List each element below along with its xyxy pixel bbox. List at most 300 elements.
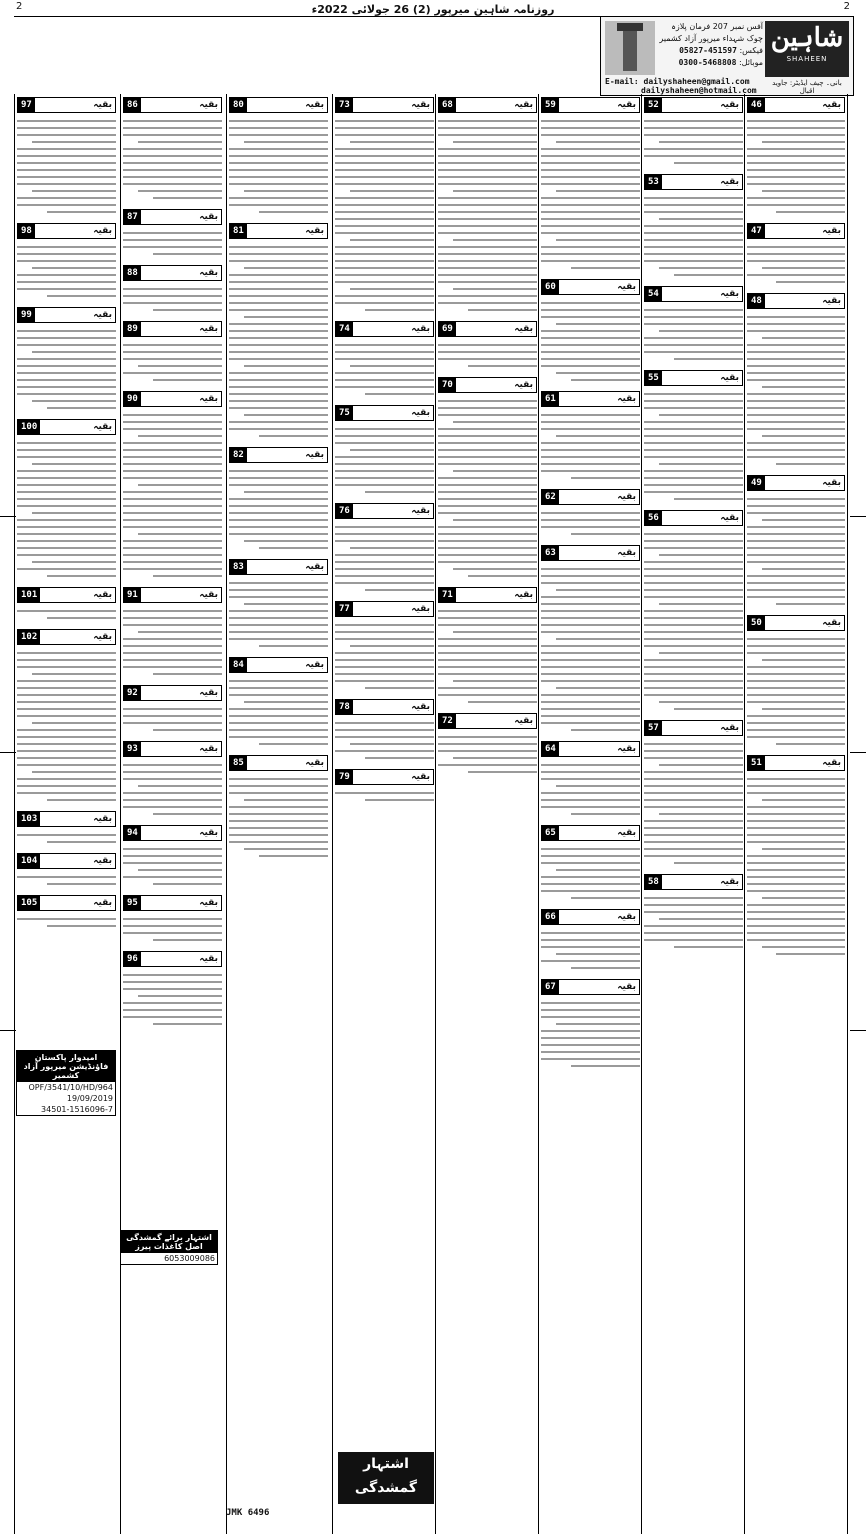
mobile-number: 0300-5468808 — [678, 58, 737, 67]
office-address: آفس نمبر 207 فرمان پلازہ چوک شہداء میرپور آزاد کشمیر — [659, 22, 763, 43]
story-header — [123, 209, 222, 225]
continued-story — [17, 853, 116, 892]
story-text — [644, 890, 743, 955]
story-text — [17, 827, 116, 850]
story-text — [123, 407, 222, 584]
story-text — [644, 526, 743, 717]
story-number: 60 — [542, 280, 559, 294]
story-label: بقیہ — [199, 268, 218, 278]
story-number: 48 — [748, 294, 765, 308]
story-header — [541, 391, 640, 407]
story-label: بقیہ — [720, 513, 739, 523]
story-header — [644, 510, 743, 526]
story-number: 56 — [645, 511, 662, 525]
story-label: بقیہ — [93, 856, 112, 866]
story-header — [17, 587, 116, 603]
story-label: بقیہ — [617, 100, 636, 110]
lost-ad-title: اشتہار گمشدگی — [354, 1456, 418, 1496]
story-number: 95 — [124, 896, 141, 910]
story-text — [123, 603, 222, 682]
continued-story — [438, 97, 537, 318]
story-number: 86 — [124, 98, 141, 112]
continued-story — [747, 223, 845, 290]
masthead — [600, 16, 854, 96]
story-header — [335, 97, 434, 113]
story-text — [644, 386, 743, 507]
story-text — [123, 841, 222, 892]
story-header — [123, 391, 222, 407]
story-text — [747, 631, 845, 752]
story-number: 79 — [336, 770, 353, 784]
story-header — [747, 223, 845, 239]
continued-story — [123, 209, 222, 262]
story-header — [747, 615, 845, 631]
story-header — [229, 657, 328, 673]
story-number: 101 — [18, 588, 40, 602]
story-number: 57 — [645, 721, 662, 735]
story-text — [747, 771, 845, 962]
story-text — [541, 505, 640, 542]
story-text — [747, 113, 845, 220]
story-text — [229, 575, 328, 654]
story-text — [123, 337, 222, 388]
story-number: 64 — [542, 742, 559, 756]
continued-story — [438, 587, 537, 710]
story-label: بقیہ — [514, 324, 533, 334]
story-number: 67 — [542, 980, 559, 994]
story-number: 90 — [124, 392, 141, 406]
story-number: 72 — [439, 714, 456, 728]
story-number: 47 — [748, 224, 765, 238]
story-label: بقیہ — [514, 100, 533, 110]
story-header — [335, 699, 434, 715]
continued-story — [123, 825, 222, 892]
continued-story — [123, 587, 222, 682]
story-label: بقیہ — [617, 394, 636, 404]
story-number: 94 — [124, 826, 141, 840]
story-text — [541, 925, 640, 976]
story-header — [541, 545, 640, 561]
notice-line: OPF/3541/10/HD/964 — [28, 1083, 113, 1092]
story-header — [229, 97, 328, 113]
story-header — [17, 811, 116, 827]
story-text — [123, 281, 222, 318]
continued-story — [123, 895, 222, 948]
continued-story — [335, 601, 434, 696]
story-label: بقیہ — [411, 100, 430, 110]
continued-story — [644, 510, 743, 717]
story-header — [438, 713, 537, 729]
email-block: E-mail: dailyshaheen@gmail.com dailyshaheen@hotmail.com — [605, 77, 765, 95]
continued-story — [17, 587, 116, 626]
continued-story — [335, 699, 434, 766]
story-number: 98 — [18, 224, 35, 238]
column — [435, 94, 539, 1534]
story-text — [747, 239, 845, 290]
story-label: بقیہ — [93, 226, 112, 236]
story-label: بقیہ — [199, 324, 218, 334]
story-header — [541, 489, 640, 505]
crop-mark — [0, 752, 16, 753]
continued-story — [747, 615, 845, 752]
story-text — [229, 673, 328, 752]
story-text — [335, 785, 434, 808]
story-number: 74 — [336, 322, 353, 336]
story-number: 82 — [230, 448, 247, 462]
story-text — [123, 113, 222, 206]
story-header — [335, 601, 434, 617]
story-number: 52 — [645, 98, 662, 112]
story-label: بقیہ — [199, 688, 218, 698]
story-number: 73 — [336, 98, 353, 112]
story-label: بقیہ — [199, 100, 218, 110]
story-header — [123, 741, 222, 757]
continued-story — [644, 720, 743, 871]
story-header — [644, 286, 743, 302]
continued-story — [541, 279, 640, 388]
story-label: بقیہ — [93, 100, 112, 110]
story-number: 102 — [18, 630, 40, 644]
story-number: 91 — [124, 588, 141, 602]
continued-story — [123, 97, 222, 206]
story-number: 71 — [439, 588, 456, 602]
continued-story — [747, 293, 845, 472]
story-label: بقیہ — [411, 324, 430, 334]
clock-tower-icon — [605, 21, 655, 75]
story-number: 51 — [748, 756, 765, 770]
continued-story — [229, 559, 328, 654]
story-label: بقیہ — [822, 478, 841, 488]
story-text — [229, 771, 328, 864]
story-header — [17, 629, 116, 645]
page-number-left: 2 — [16, 1, 23, 12]
story-text — [541, 995, 640, 1074]
story-number: 97 — [18, 98, 35, 112]
continued-story — [335, 769, 434, 808]
continued-story — [438, 377, 537, 584]
column — [538, 94, 642, 1534]
story-header — [17, 419, 116, 435]
story-number: 59 — [542, 98, 559, 112]
story-header — [541, 279, 640, 295]
story-number: 65 — [542, 826, 559, 840]
story-header — [123, 321, 222, 337]
story-text — [541, 113, 640, 276]
continued-story — [644, 370, 743, 507]
story-number: 83 — [230, 560, 247, 574]
continued-story — [123, 391, 222, 584]
continued-story — [541, 391, 640, 486]
story-number: 76 — [336, 504, 353, 518]
email-hotmail[interactable]: dailyshaheen@hotmail.com — [641, 86, 757, 95]
story-label: بقیہ — [822, 296, 841, 306]
continued-story — [229, 755, 328, 864]
story-number: 68 — [439, 98, 456, 112]
continued-story — [123, 741, 222, 822]
continued-story — [747, 475, 845, 612]
continued-story — [747, 97, 845, 220]
continued-story — [17, 307, 116, 416]
story-number: 99 — [18, 308, 35, 322]
story-number: 46 — [748, 98, 765, 112]
story-number: 54 — [645, 287, 662, 301]
story-label: بقیہ — [411, 506, 430, 516]
story-label: بقیہ — [720, 723, 739, 733]
page-header — [14, 2, 852, 17]
story-text — [541, 407, 640, 486]
continued-story — [541, 825, 640, 906]
story-header — [335, 503, 434, 519]
story-header — [644, 370, 743, 386]
story-header — [229, 447, 328, 463]
story-label: بقیہ — [199, 898, 218, 908]
story-number: 49 — [748, 476, 765, 490]
story-number: 78 — [336, 700, 353, 714]
story-header — [17, 223, 116, 239]
story-number: 80 — [230, 98, 247, 112]
continued-story — [438, 321, 537, 374]
continued-story — [123, 265, 222, 318]
story-number: 92 — [124, 686, 141, 700]
story-text — [335, 337, 434, 402]
continued-story — [17, 629, 116, 808]
contact-info: آفس نمبر 207 فرمان پلازہ چوک شہداء میرپور آزاد کشمیر فیکس: 05827-451597 موبائل: 0300-5468808 — [659, 22, 763, 67]
story-number: 93 — [124, 742, 141, 756]
story-text — [747, 491, 845, 612]
crop-mark — [850, 1030, 866, 1031]
story-label: بقیہ — [822, 758, 841, 768]
crop-mark — [850, 752, 866, 753]
story-text — [438, 337, 537, 374]
story-text — [123, 701, 222, 738]
story-header — [229, 223, 328, 239]
story-number: 66 — [542, 910, 559, 924]
crop-mark — [0, 516, 16, 517]
story-label: بقیہ — [305, 100, 324, 110]
story-number: 61 — [542, 392, 559, 406]
story-text — [17, 323, 116, 416]
story-number: 85 — [230, 756, 247, 770]
lost-documents-notice — [120, 1230, 218, 1265]
story-header — [335, 769, 434, 785]
continued-story — [229, 223, 328, 444]
story-number: 88 — [124, 266, 141, 280]
story-label: بقیہ — [93, 590, 112, 600]
story-text — [541, 295, 640, 388]
story-text — [644, 113, 743, 171]
story-text — [541, 841, 640, 906]
continued-story — [644, 97, 743, 171]
story-text — [229, 113, 328, 220]
crop-mark — [0, 1030, 16, 1031]
email-gmail[interactable]: dailyshaheen@gmail.com — [643, 77, 750, 86]
story-label: بقیہ — [93, 310, 112, 320]
story-header — [644, 97, 743, 113]
story-header — [438, 587, 537, 603]
logo-tagline: بانی۔ چیف ایڈیٹر: جاوید اقبال — [772, 79, 842, 95]
continued-story — [17, 97, 116, 220]
story-header — [123, 951, 222, 967]
column — [332, 94, 436, 1534]
story-header — [438, 377, 537, 393]
header-title: روزنامہ شاہین میرپور (2) 26 جولائی 2022ء — [311, 2, 555, 16]
story-label: بقیہ — [305, 562, 324, 572]
story-header — [123, 685, 222, 701]
story-header — [123, 895, 222, 911]
story-label: بقیہ — [305, 226, 324, 236]
story-label: بقیہ — [199, 744, 218, 754]
story-label: بقیہ — [199, 954, 218, 964]
story-number: 70 — [439, 378, 456, 392]
story-text — [229, 239, 328, 444]
continued-story — [123, 321, 222, 388]
story-label: بقیہ — [822, 618, 841, 628]
column — [641, 94, 745, 1534]
continued-story — [541, 979, 640, 1074]
jmk-label: JMK 6496 — [226, 1508, 270, 1518]
story-label: بقیہ — [617, 744, 636, 754]
story-number: 53 — [645, 175, 662, 189]
continued-story — [541, 489, 640, 542]
fax-number: 05827-451597 — [679, 46, 737, 55]
continued-story — [644, 174, 743, 283]
story-text — [335, 715, 434, 766]
continued-story — [335, 97, 434, 318]
continued-story — [541, 909, 640, 976]
story-header — [17, 307, 116, 323]
lost-notice-heading: اشتہار برائے گمشدگی اصل کاغذات پیرز — [121, 1231, 217, 1253]
story-text — [438, 113, 537, 318]
story-number: 84 — [230, 658, 247, 672]
continued-story — [17, 223, 116, 304]
story-number: 69 — [439, 322, 456, 336]
continued-story — [541, 97, 640, 276]
story-label: بقیہ — [199, 394, 218, 404]
continued-story — [229, 657, 328, 752]
continued-story — [17, 895, 116, 934]
lost-documents-ad — [338, 1452, 434, 1520]
story-text — [335, 617, 434, 696]
story-header — [438, 97, 537, 113]
story-header — [747, 475, 845, 491]
column — [744, 94, 848, 1534]
story-header — [17, 97, 116, 113]
story-header — [438, 321, 537, 337]
story-label: بقیہ — [411, 772, 430, 782]
story-label: بقیہ — [93, 898, 112, 908]
story-number: 100 — [18, 420, 40, 434]
story-number: 89 — [124, 322, 141, 336]
story-label: بقیہ — [514, 716, 533, 726]
story-label: بقیہ — [617, 912, 636, 922]
story-header — [747, 755, 845, 771]
story-header — [17, 895, 116, 911]
story-label: بقیہ — [199, 828, 218, 838]
story-number: 75 — [336, 406, 353, 420]
story-text — [17, 239, 116, 304]
story-text — [335, 113, 434, 318]
story-number: 77 — [336, 602, 353, 616]
continued-story — [229, 447, 328, 556]
story-text — [335, 519, 434, 598]
story-header — [747, 293, 845, 309]
story-header — [541, 97, 640, 113]
story-header — [123, 265, 222, 281]
story-text — [644, 736, 743, 871]
story-label: بقیہ — [411, 408, 430, 418]
story-label: بقیہ — [514, 590, 533, 600]
column — [14, 94, 118, 1534]
story-text — [335, 421, 434, 500]
story-header — [229, 755, 328, 771]
story-label: بقیہ — [305, 450, 324, 460]
story-number: 81 — [230, 224, 247, 238]
notice-heading: امیدوار پاکستان فاؤنڈیشن میرپور آزاد کشمیر — [17, 1051, 115, 1082]
story-label: بقیہ — [305, 660, 324, 670]
story-text — [17, 113, 116, 220]
story-text — [123, 757, 222, 822]
story-number: 104 — [18, 854, 40, 868]
crop-mark — [850, 516, 866, 517]
story-header — [747, 97, 845, 113]
column — [226, 94, 330, 1534]
continued-story — [747, 755, 845, 962]
lost-ad-subtitle: کاغذات — [361, 1504, 411, 1520]
story-text — [438, 729, 537, 780]
story-header — [644, 174, 743, 190]
continued-story — [123, 685, 222, 738]
story-header — [335, 321, 434, 337]
story-text — [747, 309, 845, 472]
story-label: بقیہ — [720, 289, 739, 299]
story-text — [123, 225, 222, 262]
story-label: بقیہ — [93, 422, 112, 432]
story-text — [123, 911, 222, 948]
story-header — [123, 825, 222, 841]
page-number-right: 2 — [843, 1, 850, 12]
story-header — [541, 979, 640, 995]
story-label: بقیہ — [617, 282, 636, 292]
story-header — [541, 741, 640, 757]
story-text — [541, 757, 640, 822]
continued-story — [123, 951, 222, 1032]
story-header — [335, 405, 434, 421]
story-label: بقیہ — [305, 758, 324, 768]
story-text — [17, 911, 116, 934]
story-text — [123, 967, 222, 1032]
column — [120, 94, 224, 1534]
story-label: بقیہ — [93, 814, 112, 824]
story-header — [541, 825, 640, 841]
continued-story — [335, 503, 434, 598]
story-text — [17, 645, 116, 808]
story-label: بقیہ — [514, 380, 533, 390]
story-number: 63 — [542, 546, 559, 560]
notice-line: 34501-1516096-7 — [41, 1105, 113, 1114]
story-text — [644, 302, 743, 367]
continued-story — [541, 545, 640, 738]
story-header — [123, 587, 222, 603]
story-label: بقیہ — [617, 982, 636, 992]
story-label: بقیہ — [93, 632, 112, 642]
story-header — [123, 97, 222, 113]
story-number: 55 — [645, 371, 662, 385]
story-number: 105 — [18, 896, 40, 910]
story-text — [541, 561, 640, 738]
newspaper-logo: شاہین SHAHEEN — [765, 21, 849, 77]
foundation-notice — [16, 1050, 116, 1116]
story-text — [17, 869, 116, 892]
